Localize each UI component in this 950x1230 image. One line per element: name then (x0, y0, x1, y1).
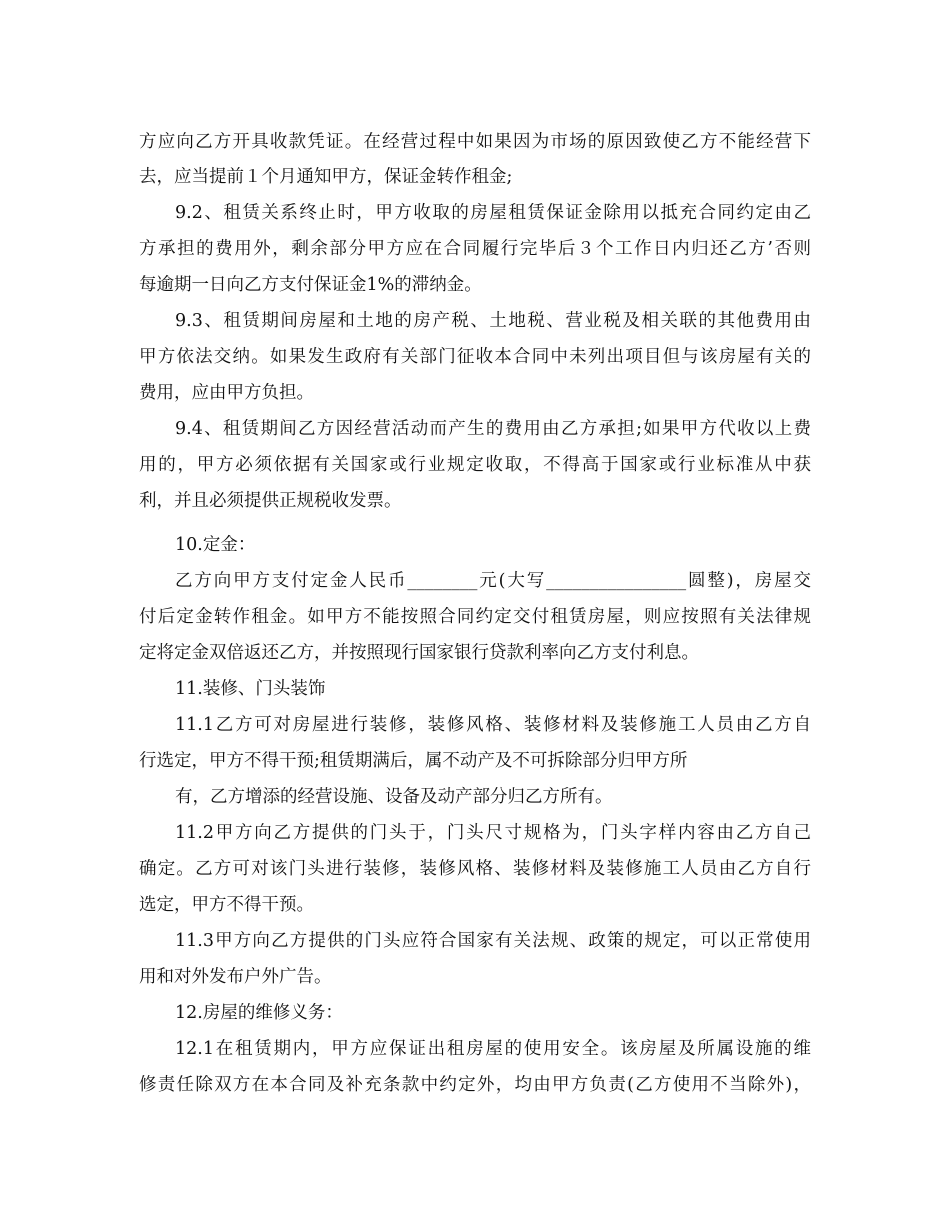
text-line: 选定，甲方不得干预。 (139, 895, 314, 915)
text-line: 去，应当提前１个月通知甲方，保证金转作租金; (139, 167, 513, 187)
text-line: 每逾期一日向乙方支付保证金1%的滞纳金。 (139, 275, 482, 295)
text-line: 11.1乙方可对房屋进行装修，装修风格、装修材料及装修施工人员由乙方自 (175, 715, 811, 735)
text-line: 用和对外发布户外广告。 (139, 967, 332, 987)
text-line: 修责任除双方在本合同及补充条款中约定外，均由甲方负责(乙方使用不当除外)， (139, 1075, 811, 1095)
section-heading: 10.定金： (175, 535, 256, 555)
text-line: 11.2甲方向乙方提供的门头于，门头尺寸规格为，门头字样内容由乙方自己 (175, 823, 811, 843)
text-line: 用的，甲方必须依据有关国家或行业规定收取，不得高于国家或行业标准从中获 (139, 455, 811, 475)
text-line: 9.2、租赁关系终止时，甲方收取的房屋租赁保证金除用以抵充合同约定由乙 (175, 203, 811, 223)
text-line: 付后定金转作租金。如甲方不能按照合同约定交付租赁房屋，则应按照有关法律规 (139, 607, 811, 627)
text-line: 12.1在租赁期内，甲方应保证出租房屋的使用安全。该房屋及所属设施的维 (175, 1039, 811, 1059)
section-heading: 11.装修、门头装饰 (175, 679, 326, 699)
text-line: 甲方依法交纳。如果发生政府有关部门征收本合同中未列出项目但与该房屋有关的 (139, 347, 811, 367)
text-line: 有，乙方增添的经营设施、设备及动产部分归乙方所有。 (175, 787, 613, 807)
text-line: 乙方向甲方支付定金人民币________元(大写________________圆整)，房屋交 (175, 571, 811, 591)
text-line: 行选定，甲方不得干预;租赁期满后，属不动产及不可拆除部分归甲方所 (139, 751, 688, 771)
text-line: 9.3、租赁期间房屋和土地的房产税、土地税、营业税及相关联的其他费用由 (175, 311, 811, 331)
text-line: 费用，应由甲方负担。 (139, 383, 314, 403)
text-line: 定将定金双倍返还乙方，并按照现行国家银行贷款利率向乙方支付利息。 (139, 643, 699, 663)
text-line: 利，并且必须提供正规税收发票。 (139, 491, 402, 511)
text-line: 方承担的费用外，剩余部分甲方应在合同履行完毕后３个工作日内归还乙方’否则 (139, 239, 811, 259)
text-line: 方应向乙方开具收款凭证。在经营过程中如果因为市场的原因致使乙方不能经营下 (139, 132, 811, 152)
section-heading: 12.房屋的维修义务： (175, 1003, 343, 1023)
text-line: 11.3甲方向乙方提供的门头应符合国家有关法规、政策的规定，可以正常使用 (175, 931, 811, 951)
text-line: 9.4、租赁期间乙方因经营活动而产生的费用由乙方承担;如果甲方代收以上费 (175, 419, 811, 439)
text-line: 确定。乙方可对该门头进行装修，装修风格、装修材料及装修施工人员由乙方自行 (139, 859, 811, 879)
